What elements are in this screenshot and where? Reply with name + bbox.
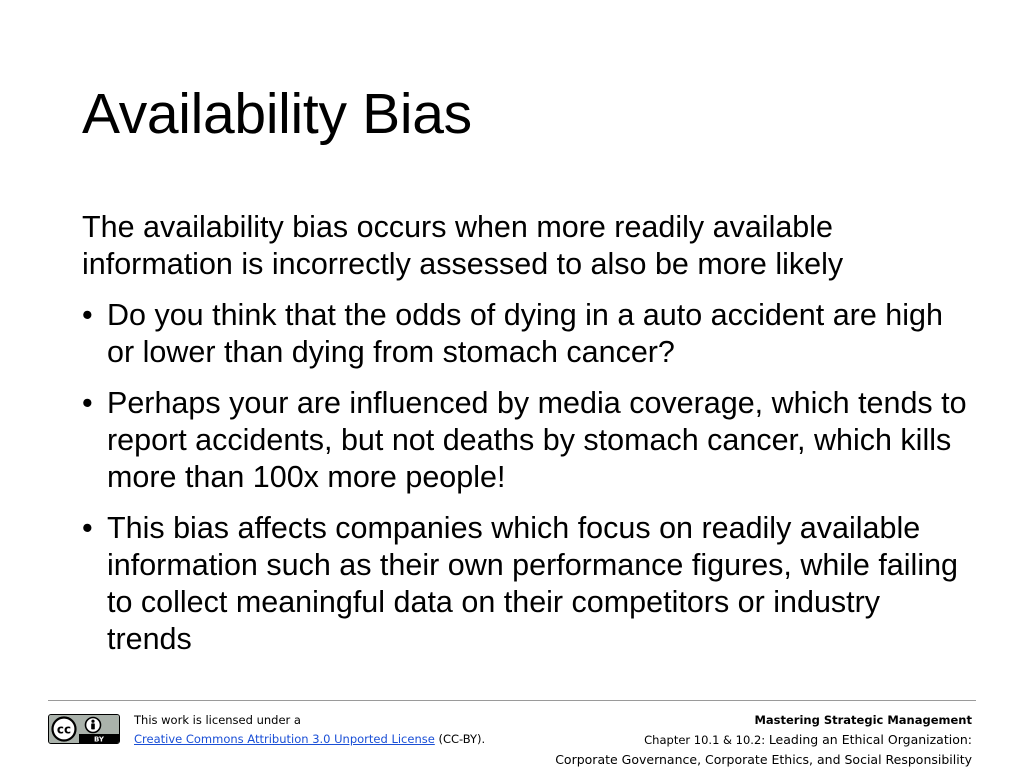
license-link[interactable]: Creative Commons Attribution 3.0 Unported License <box>134 732 435 746</box>
list-item <box>82 385 972 496</box>
slide-body <box>82 209 972 672</box>
bullet-marker: • <box>82 511 93 545</box>
chapter-subtitle: Corporate Governance, Corporate Ethics, and Social Responsibility <box>555 752 972 767</box>
intro-paragraph: The availability bias occurs when more readily available information is incorrectly assessed to also be more likely <box>82 210 844 281</box>
bullet-text: Perhaps your are influenced by media coverage, which tends to report accidents, but not deaths by stomach cancer, which kills more than 100x more people! <box>107 386 967 494</box>
chapter-line <box>555 730 972 750</box>
bullet-text: Do you think that the odds of dying in a auto accident are high or lower than dying from stomach cancer? <box>107 298 943 369</box>
bullet-text: This bias affects companies which focus on readily available information such as their own performance figures, while failing to collect meaningful data on their competitors or industry trends <box>107 511 959 656</box>
license-notice <box>134 711 485 749</box>
course-info <box>555 711 972 768</box>
license-link-line <box>134 730 485 749</box>
creative-commons-by-icon <box>48 714 120 744</box>
license-suffix: (CC-BY). <box>434 732 486 746</box>
bullet-marker: • <box>82 298 93 332</box>
cc-text: cc <box>56 722 72 737</box>
license-line: This work is licensed under a <box>134 713 301 727</box>
chapter-title: Leading an Ethical Organization: <box>768 732 972 747</box>
bullet-marker: • <box>82 386 93 420</box>
list-item <box>82 297 972 371</box>
bullet-list <box>82 297 972 658</box>
chapter-prefix: Chapter 10.1 & 10.2: <box>644 733 769 747</box>
footer-divider <box>48 700 976 701</box>
by-text: BY <box>93 735 105 743</box>
slide-title: Availability Bias <box>82 82 472 146</box>
list-item <box>82 510 972 658</box>
book-title: Mastering Strategic Management <box>754 713 972 727</box>
